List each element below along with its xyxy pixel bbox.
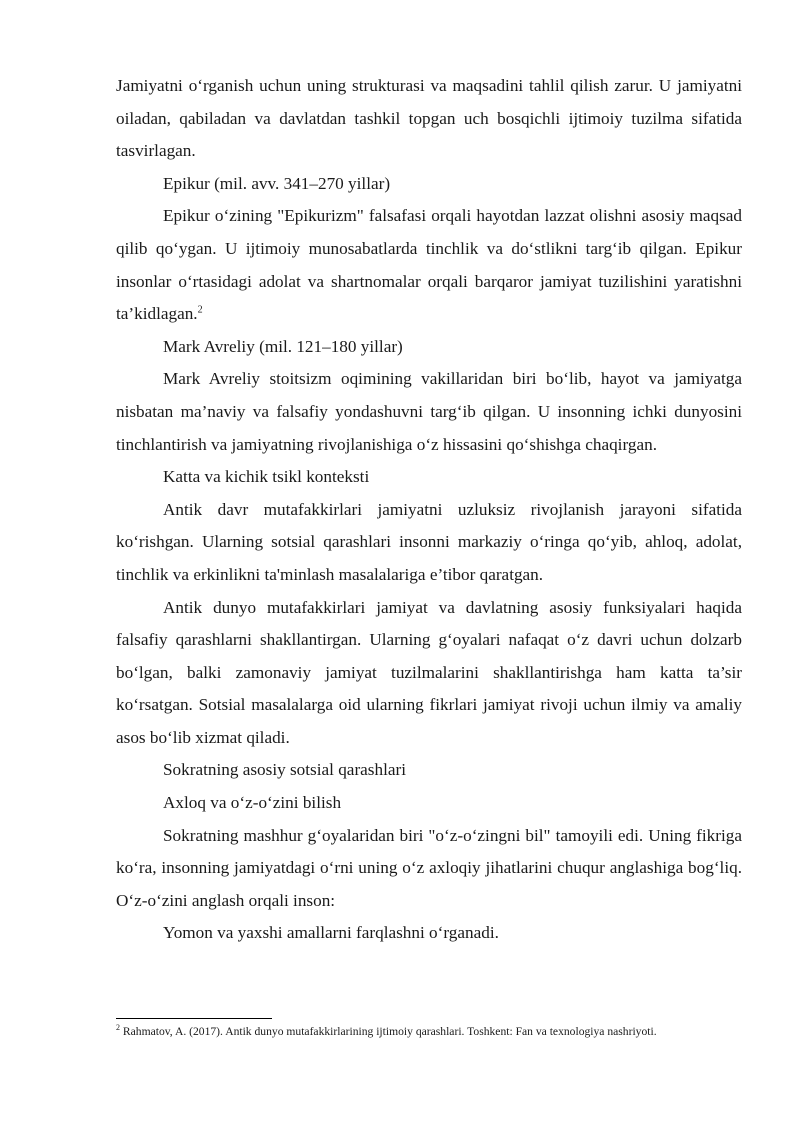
footnote bbox=[116, 1023, 742, 1040]
paragraph-intro: Jamiyatni o‘rganish uchun uning strukturasi va maqsadini tahlil qilish zarur. U jamiyatni oiladan, qabiladan va davlatdan tashkil topgan uch bosqichli ijtimoiy tuzilma sifatida tasvirlagan. bbox=[116, 76, 742, 161]
document-body bbox=[116, 70, 742, 950]
section-heading-mark-avreliy: Mark Avreliy (mil. 121–180 yillar) bbox=[163, 336, 403, 356]
footnote-reference[interactable]: 2 bbox=[197, 304, 203, 316]
footnote-divider bbox=[116, 1018, 272, 1019]
section-heading-tsikl: Katta va kichik tsikl konteksti bbox=[163, 467, 370, 487]
paragraph-epikur: Epikur o‘zining "Epikurizm" falsafasi orqali hayotdan lazzat olishni asosiy maqsad qilib qo‘ygan. U ijtimoiy munosabatlarda tinchlik va do‘stlikni targ‘ib qilgan. Epikur insonlar o‘rtasidagi adolat va shartnomalar orqali barqaror jamiyat tuzilishini yaratishni ta’kidlagan.$^2$ bbox=[116, 206, 742, 324]
footnote-text: Rahmatov, A. (2017). Antik dunyo mutafakkirlarining ijtimoiy qarashlari. Toshkent: Fan va texnologiya nashriyoti. bbox=[122, 1025, 657, 1038]
paragraph-sokrat: Sokratning mashhur g‘oyalaridan biri "o‘z-o‘zingni bil" tamoyili edi. Uning fikriga ko‘ra, insonning jamiyatdagi o‘rni uning o‘z axloqiy jihatlarini chuqur anglashiga bog‘liq. O‘z-o‘zini anglash orqali inson: bbox=[116, 825, 742, 910]
paragraph-mark-avreliy: Mark Avreliy stoitsizm oqimining vakillaridan biri bo‘lib, hayot va jamiyatga nisbatan ma’naviy va falsafiy yondashuvni targ‘ib qilgan. U insonning ichki dunyosini tinchlantirish va jamiyatning rivojlanishiga o‘z hissasini qo‘shishga chaqirgan. bbox=[116, 369, 742, 454]
footnote-number: 2 bbox=[116, 1023, 120, 1033]
section-heading-epikur: Epikur (mil. avv. 341–270 yillar) bbox=[163, 173, 391, 193]
section-heading-sokrat: Sokratning asosiy sotsial qarashlari bbox=[163, 760, 406, 780]
subsection-heading-axloq: Axloq va o‘z-o‘zini bilish bbox=[163, 793, 342, 813]
paragraph-antik-davr: Antik davr mutafakkirlari jamiyatni uzluksiz rivojlanish jarayoni sifatida ko‘rishgan. Ularning sotsial qarashlari insonni markaziy o‘ringa qo‘yib, ahloq, adolat, tinchlik va erkinlikni ta'minlash masalalariga e’tibor qaratgan. bbox=[116, 499, 742, 584]
paragraph-yomon-yaxshi: Yomon va yaxshi amallarni farqlashni o‘rganadi. bbox=[163, 923, 499, 943]
paragraph-antik-dunyo: Antik dunyo mutafakkirlari jamiyat va davlatning asosiy funksiyalari haqida falsafiy qarashlarni shakllantirgan. Ularning g‘oyalari nafaqat o‘z davri uchun dolzarb bo‘lgan, balki zamonaviy jamiyat tuzilmalarini shakllantirishga ham katta ta’sir ko‘rsatgan. Sotsial masalalarga oid ularning fikrlari jamiyat rivoji uchun ilmiy va amaliy asos bo‘lib xizmat qiladi. bbox=[116, 597, 742, 747]
